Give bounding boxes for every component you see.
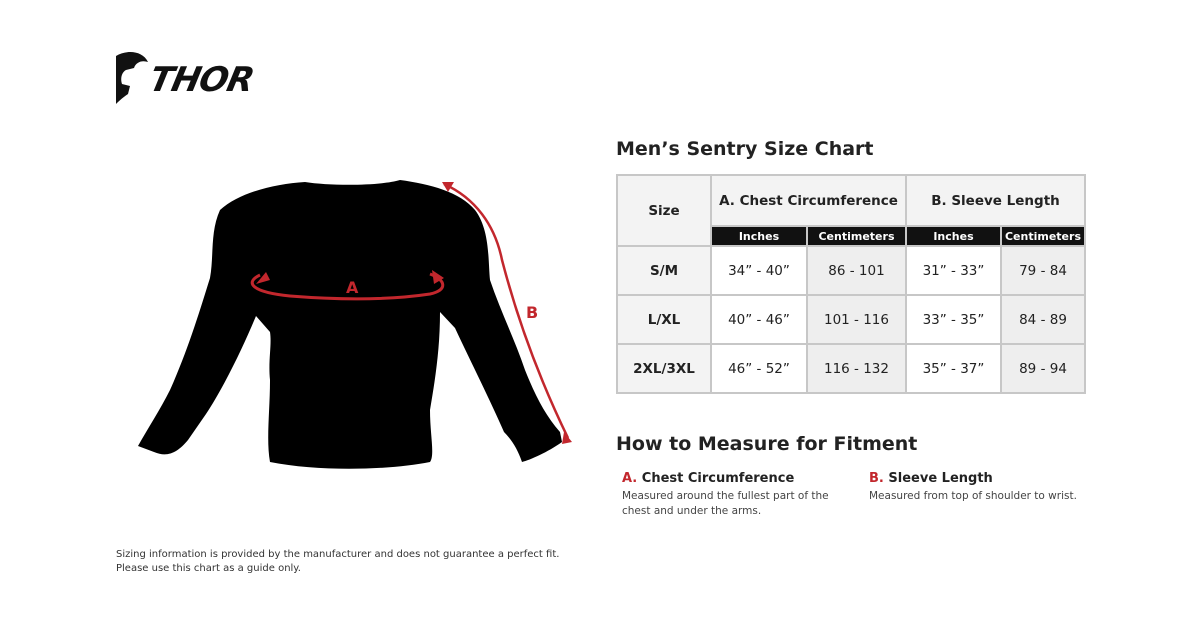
measure-letter: B. (869, 471, 884, 486)
brand-name: THOR (145, 60, 257, 100)
thor-logo (112, 48, 302, 108)
measure-title: How to Measure for Fitment (616, 433, 918, 455)
chest-inches-cell: 46” - 52” (711, 344, 807, 393)
sleeve-inches-cell: 31” - 33” (906, 246, 1001, 295)
size-cell: L/XL (617, 295, 711, 344)
sleeve-inches-header: Inches (906, 226, 1001, 246)
label-a: A (346, 278, 359, 297)
sleeve-inches-cell: 35” - 37” (906, 344, 1001, 393)
size-chart-title: Men’s Sentry Size Chart (616, 138, 874, 160)
shirt-diagram (130, 170, 580, 480)
chest-cm-cell: 116 - 132 (807, 344, 906, 393)
chest-inches-cell: 40” - 46” (711, 295, 807, 344)
measure-letter: A. (622, 471, 638, 486)
size-header: Size (617, 175, 711, 246)
measure-description: Measured around the fullest part of the chest and under the arms. (622, 490, 829, 517)
table-row (617, 295, 1085, 344)
chest-cm-header: Centimeters (807, 226, 906, 246)
chest-header: A. Chest Circumference (711, 175, 906, 226)
chest-cm-cell: 101 - 116 (807, 295, 906, 344)
size-cell: S/M (617, 246, 711, 295)
measure-label: Chest Circumference (641, 471, 795, 486)
sleeve-cm-cell: 89 - 94 (1001, 344, 1085, 393)
sleeve-cm-header: Centimeters (1001, 226, 1085, 246)
chest-inches-cell: 34” - 40” (711, 246, 807, 295)
table-row (617, 344, 1085, 393)
size-cell: 2XL/3XL (617, 344, 711, 393)
sleeve-cm-cell: 84 - 89 (1001, 295, 1085, 344)
sleeve-cm-cell: 79 - 84 (1001, 246, 1085, 295)
table-row (617, 246, 1085, 295)
measure-label: Sleeve Length (888, 471, 993, 486)
sleeve-header: B. Sleeve Length (906, 175, 1085, 226)
label-b: B (526, 303, 539, 322)
sleeve-inches-cell: 33” - 35” (906, 295, 1001, 344)
shirt-silhouette (138, 180, 562, 469)
size-table (616, 174, 1086, 394)
chest-cm-cell: 86 - 101 (807, 246, 906, 295)
measure-item-sleeve (869, 471, 1077, 504)
disclaimer: Sizing information is provided by the manufacturer and does not guarantee a perfect fit. Please use this chart as a guide only. (116, 549, 560, 574)
measure-description: Measured from top of shoulder to wrist. (869, 490, 1077, 502)
chest-inches-header: Inches (711, 226, 807, 246)
measure-item-chest (622, 471, 829, 519)
